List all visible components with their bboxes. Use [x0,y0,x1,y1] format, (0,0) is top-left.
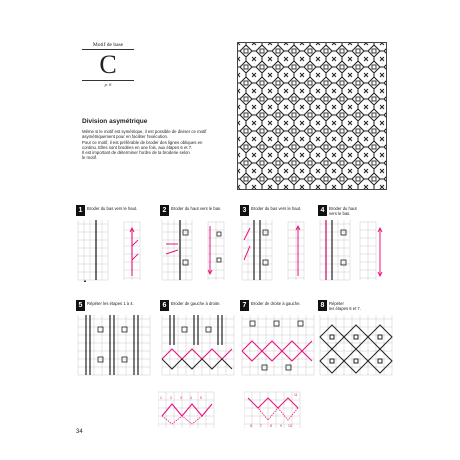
detail-number: 6 [250,424,252,428]
caption-line: vers le bas. [329,211,351,216]
step-2 [160,205,240,285]
body-line: asymétriquement pour en faciliter l'exécution. [82,134,169,140]
body-line: Il est important de déterminer l'ordre de la broderie selon [82,150,190,156]
step-1-diagram [76,220,156,282]
body-line: continu. Elles sont brodées en une fois, aux étapes 6 et 7. [82,144,193,150]
pattern-letter: C [99,50,117,79]
detail-number: 9 [280,424,282,428]
step-number: 2 [160,205,169,216]
step-number: 6 [160,300,169,311]
step-8 [318,300,398,380]
step-caption: Broder du haut vers le bas. [171,206,222,211]
body-text [82,129,212,161]
step-number: 3 [240,205,249,216]
page-reference: p. 6 [82,80,134,87]
step-number: 4 [318,205,327,216]
body-line: Même si le motif est symétrique, il est possible de diviser ce motif [82,129,207,134]
step-number: 5 [76,300,85,311]
svg-text:▲: ▲ [83,278,87,282]
step-3 [240,205,320,285]
pattern-preview [237,42,387,190]
step-caption: Broder du bas vers le haut. [251,206,302,211]
detail-number: 2 [170,396,172,400]
detail-number: 11 [294,393,298,397]
step-1 [76,205,156,285]
step-caption: Répéter les étapes 1 à 4. [87,301,134,306]
body-line: Pour ce motif, il est préférable de broder des lignes obliques en [82,139,203,145]
step-caption: Broder de gauche à droite. [171,301,221,306]
section-title: Division asymétrique [82,118,148,125]
step-2-diagram [160,220,240,282]
detail-number: 5 [200,396,202,400]
step-4 [318,205,398,285]
step-6 [160,300,240,380]
step-7-diagram [240,315,320,377]
caption-line: Broder du haut [329,206,357,211]
detail-diagram-step-6 [158,390,218,430]
caption-line: Répéter [329,301,344,306]
step-number: 1 [76,205,85,216]
detail-number: 8 [270,424,272,428]
detail-diagram-step-7 [244,390,304,430]
caption-line: les étapes 6 et 7. [329,306,361,311]
detail-number: 3 [180,396,182,400]
step-number: 8 [318,300,327,311]
detail-number: 10 [288,424,292,428]
step-4-diagram [318,220,398,282]
page-number: 34 [76,429,83,435]
step-3-diagram [240,220,320,282]
step-caption [329,301,361,311]
pattern-header [82,42,134,87]
detail-number: 7 [260,424,262,428]
detail-number: 4 [190,396,192,400]
step-caption [329,206,357,216]
step-caption: Broder du bas vers le haut. [87,206,138,211]
step-7 [240,300,320,380]
step-6-diagram [160,315,240,377]
step-number: 7 [240,300,249,311]
body-line: le motif. [82,155,98,161]
header-title: Motif de base [82,42,134,50]
step-5-diagram [76,315,156,377]
step-5 [76,300,156,380]
step-8-diagram [318,315,398,377]
step-caption: Broder de droite à gauche. [251,301,301,306]
detail-number: 1 [160,396,162,400]
